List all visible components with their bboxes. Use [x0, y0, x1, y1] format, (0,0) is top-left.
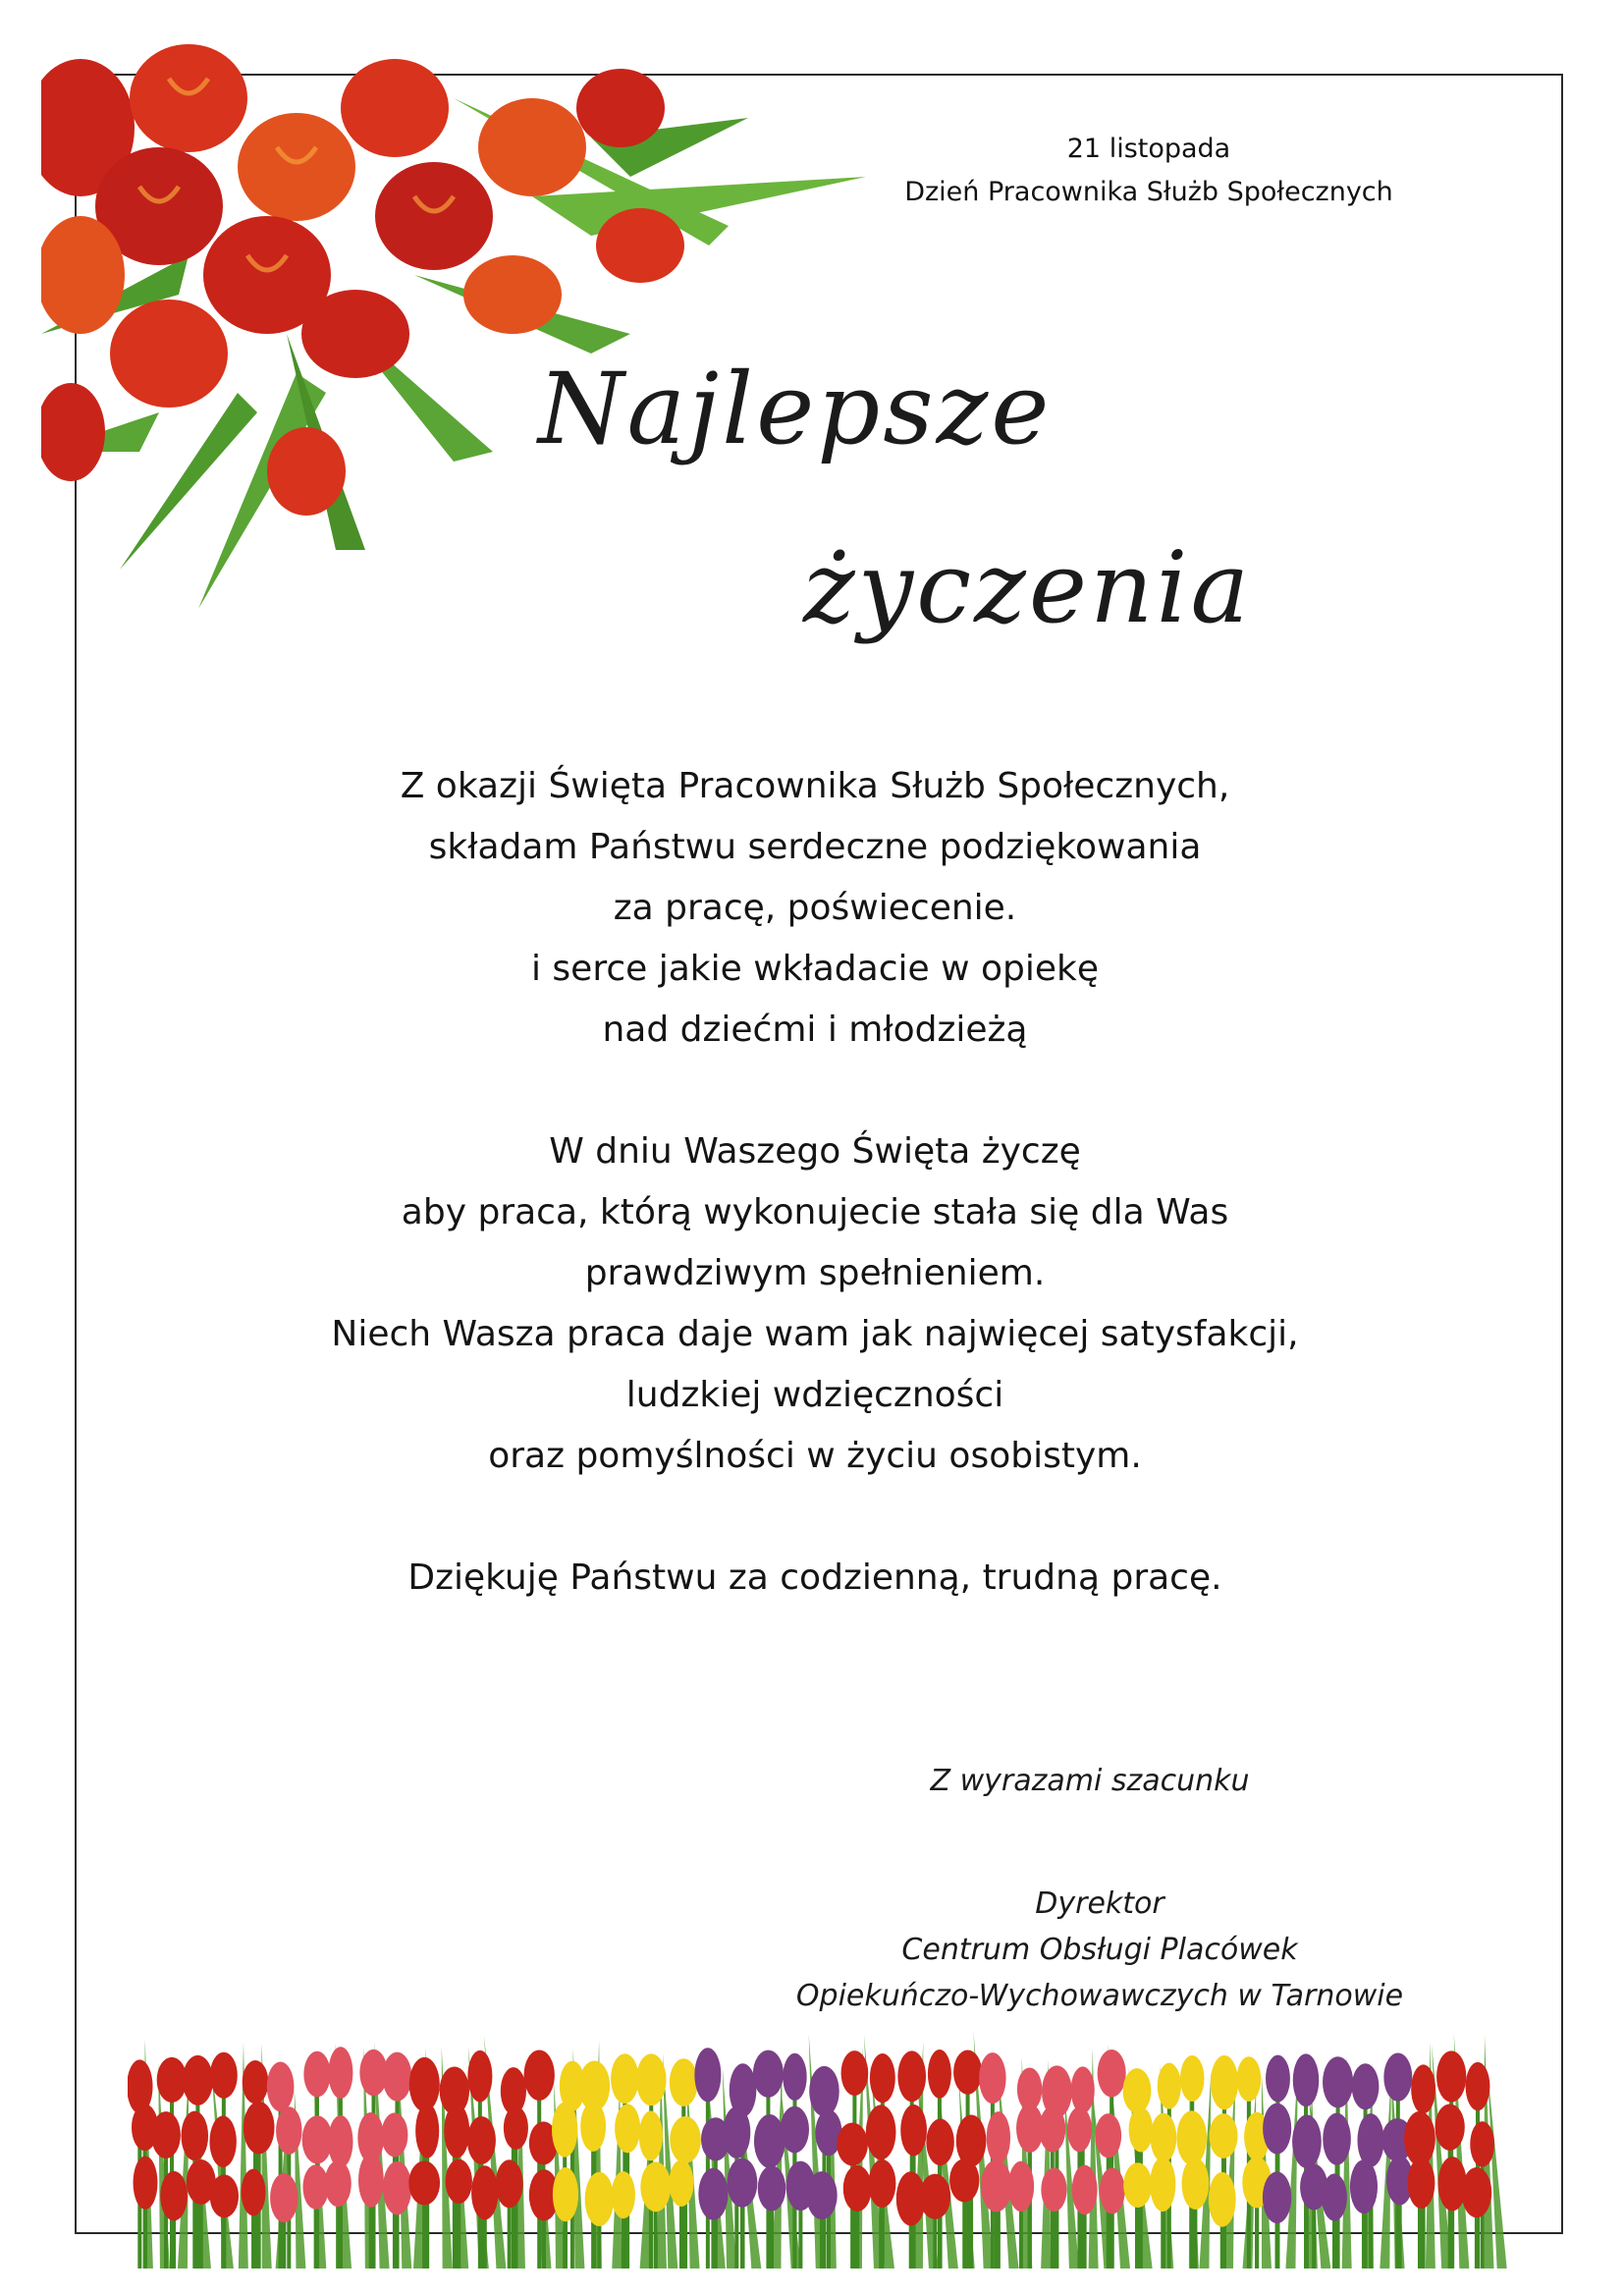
greeting-title-line2: życzenia [803, 530, 1253, 645]
institution-line2: Opiekuńczo-Wychowawczych w Tarnowie [795, 1979, 1404, 2013]
occasion-header [844, 128, 1453, 214]
body-line: Z okazji Święta Pracownika Służb Społecznych, [400, 766, 1230, 806]
greeting-body [177, 756, 1453, 1669]
occasion-name: Dzień Pracownika Służb Społecznych [904, 177, 1393, 207]
paragraph-thanks [177, 756, 1453, 1061]
closing-phrase: Z wyrazami szacunku [930, 1764, 1250, 1798]
tulip-row-image [128, 2013, 1522, 2269]
body-line: za pracę, poświecenie. [613, 888, 1017, 928]
tulip-bouquet-image [41, 39, 866, 609]
paragraph-wishes [177, 1121, 1453, 1487]
body-line: prawdziwym spełnieniem. [584, 1253, 1046, 1293]
body-line: Niech Wasza praca daje wam jak najwięcej satysfakcji, [331, 1314, 1299, 1354]
body-line: Dziękuję Państwu za codzienną, trudną pracę. [407, 1558, 1222, 1598]
body-line: nad dziećmi i młodzieżą [602, 1010, 1028, 1050]
signatory-title: Dyrektor [1035, 1886, 1164, 1921]
greeting-title-line1: Najlepsze [538, 352, 1053, 466]
body-line: aby praca, którą wykonujecie stała się dla Was [401, 1192, 1229, 1232]
signature-block [746, 1881, 1453, 2019]
body-line: i serce jakie wkładacie w opiekę [530, 949, 1100, 989]
body-line: składam Państwu serdeczne podziękowania [428, 827, 1202, 867]
body-line: W dniu Waszego Święta życzę [549, 1131, 1081, 1172]
body-line: ludzkiej wdzięczności [625, 1375, 1004, 1415]
body-line: oraz pomyślności w życiu osobistym. [488, 1436, 1142, 1476]
paragraph-gratitude [177, 1548, 1453, 1609]
institution-line1: Centrum Obsługi Placówek [901, 1933, 1298, 1967]
occasion-date: 21 listopada [1066, 134, 1231, 164]
